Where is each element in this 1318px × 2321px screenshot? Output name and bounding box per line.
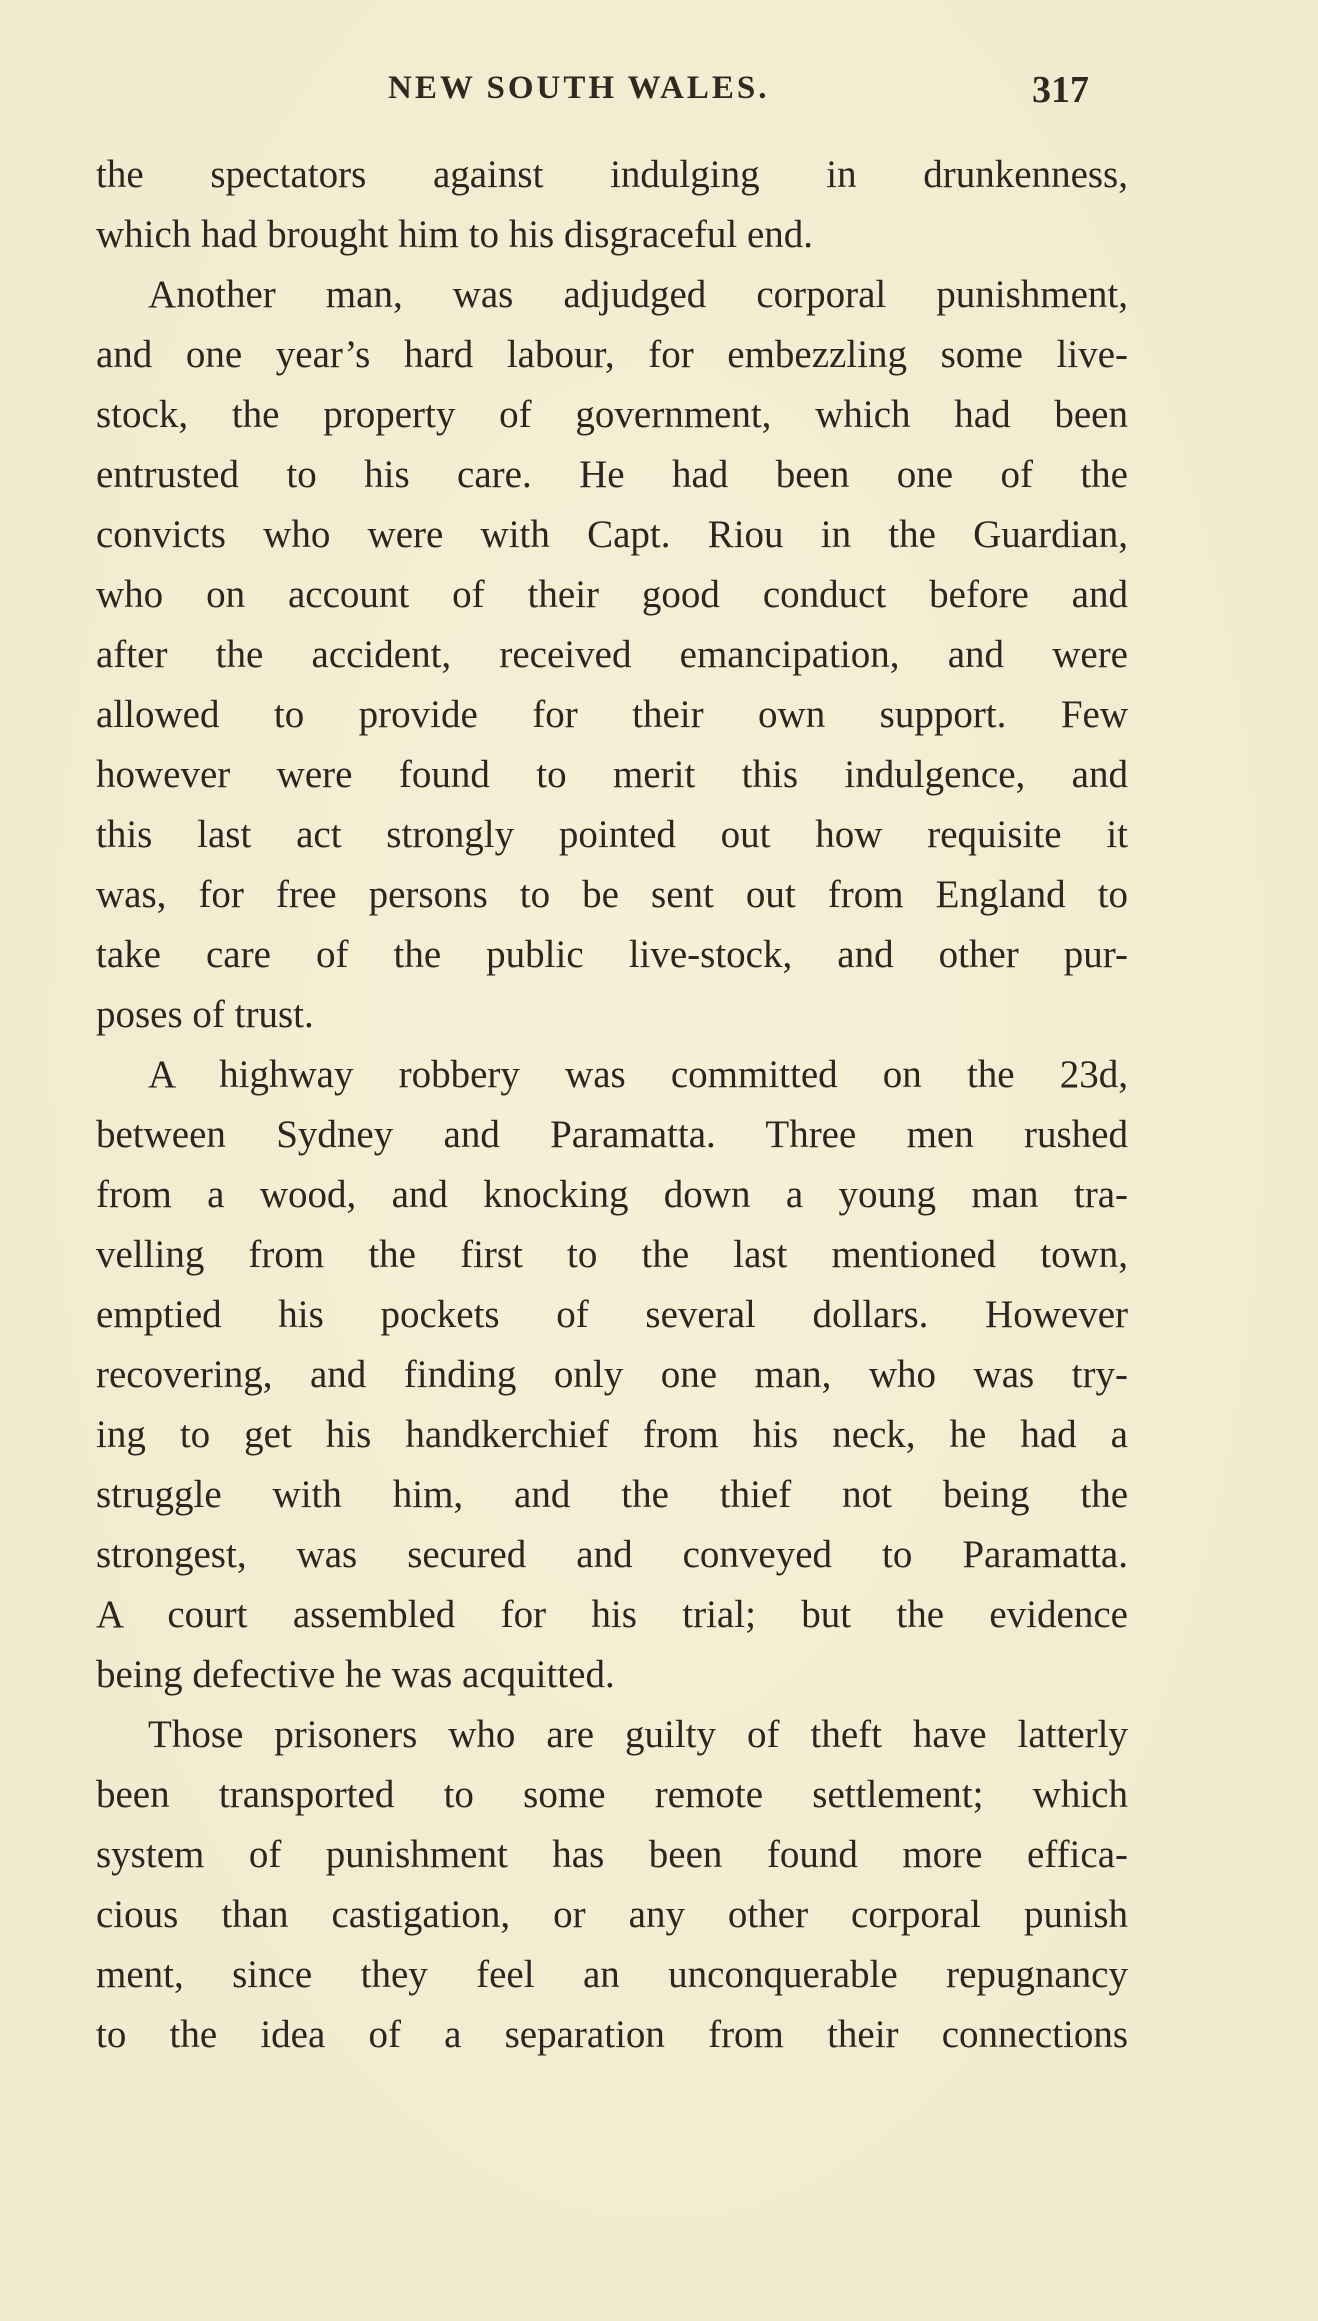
text-line: however were found to merit this indulgence, and bbox=[96, 753, 1128, 796]
text-line: emptied his pockets of several dollars. However bbox=[96, 1293, 1128, 1336]
running-head bbox=[0, 70, 1318, 120]
text-line: entrusted to his care. He had been one of the bbox=[96, 453, 1128, 496]
text-line: this last act strongly pointed out how requisite it bbox=[96, 813, 1128, 856]
text-line: to the idea of a separation from their connections bbox=[96, 2013, 1128, 2056]
text-line: convicts who were with Capt. Riou in the Guardian, bbox=[96, 513, 1128, 556]
text-line: Another man, was adjudged corporal punishment, bbox=[148, 273, 1128, 316]
text-line: the spectators against indulging in drunkenness, bbox=[96, 153, 1128, 196]
text-line: being defective he was acquitted. bbox=[96, 1653, 615, 1696]
body-text bbox=[96, 145, 1128, 2065]
text-line: was, for free persons to be sent out from England to bbox=[96, 873, 1128, 916]
text-line: and one year’s hard labour, for embezzling some live- bbox=[96, 333, 1128, 376]
text-line: cious than castigation, or any other corporal punish bbox=[96, 1893, 1128, 1936]
text-line: ing to get his handkerchief from his neck, he had a bbox=[96, 1413, 1128, 1456]
text-line: from a wood, and knocking down a young man tra- bbox=[96, 1173, 1128, 1216]
text-line: allowed to provide for their own support. Few bbox=[96, 693, 1128, 736]
text-line: after the accident, received emancipation, and were bbox=[96, 633, 1128, 676]
page-number: 317 bbox=[1032, 69, 1089, 111]
text-line: Those prisoners who are guilty of theft have latterly bbox=[148, 1713, 1128, 1756]
text-line: take care of the public live-stock, and other pur- bbox=[96, 933, 1128, 976]
text-line: who on account of their good conduct before and bbox=[96, 573, 1128, 616]
text-line: been transported to some remote settlement; which bbox=[96, 1773, 1128, 1816]
text-line: strongest, was secured and conveyed to Paramatta. bbox=[96, 1533, 1128, 1576]
text-line: which had brought him to his disgraceful end. bbox=[96, 213, 814, 256]
running-head-title: NEW SOUTH WALES. bbox=[388, 70, 770, 106]
text-line: system of punishment has been found more effica- bbox=[96, 1833, 1128, 1876]
text-line: velling from the first to the last mentioned town, bbox=[96, 1233, 1128, 1276]
text-line: A court assembled for his trial; but the evidence bbox=[96, 1593, 1128, 1636]
text-line: poses of trust. bbox=[96, 993, 314, 1036]
text-line: ment, since they feel an unconquerable repugnancy bbox=[96, 1953, 1128, 1996]
text-line: between Sydney and Paramatta. Three men rushed bbox=[96, 1113, 1128, 1156]
text-line: struggle with him, and the thief not being the bbox=[96, 1473, 1128, 1516]
text-line: recovering, and finding only one man, who was try- bbox=[96, 1353, 1128, 1396]
text-line: stock, the property of government, which had been bbox=[96, 393, 1128, 436]
text-line: A highway robbery was committed on the 23d, bbox=[148, 1053, 1128, 1096]
